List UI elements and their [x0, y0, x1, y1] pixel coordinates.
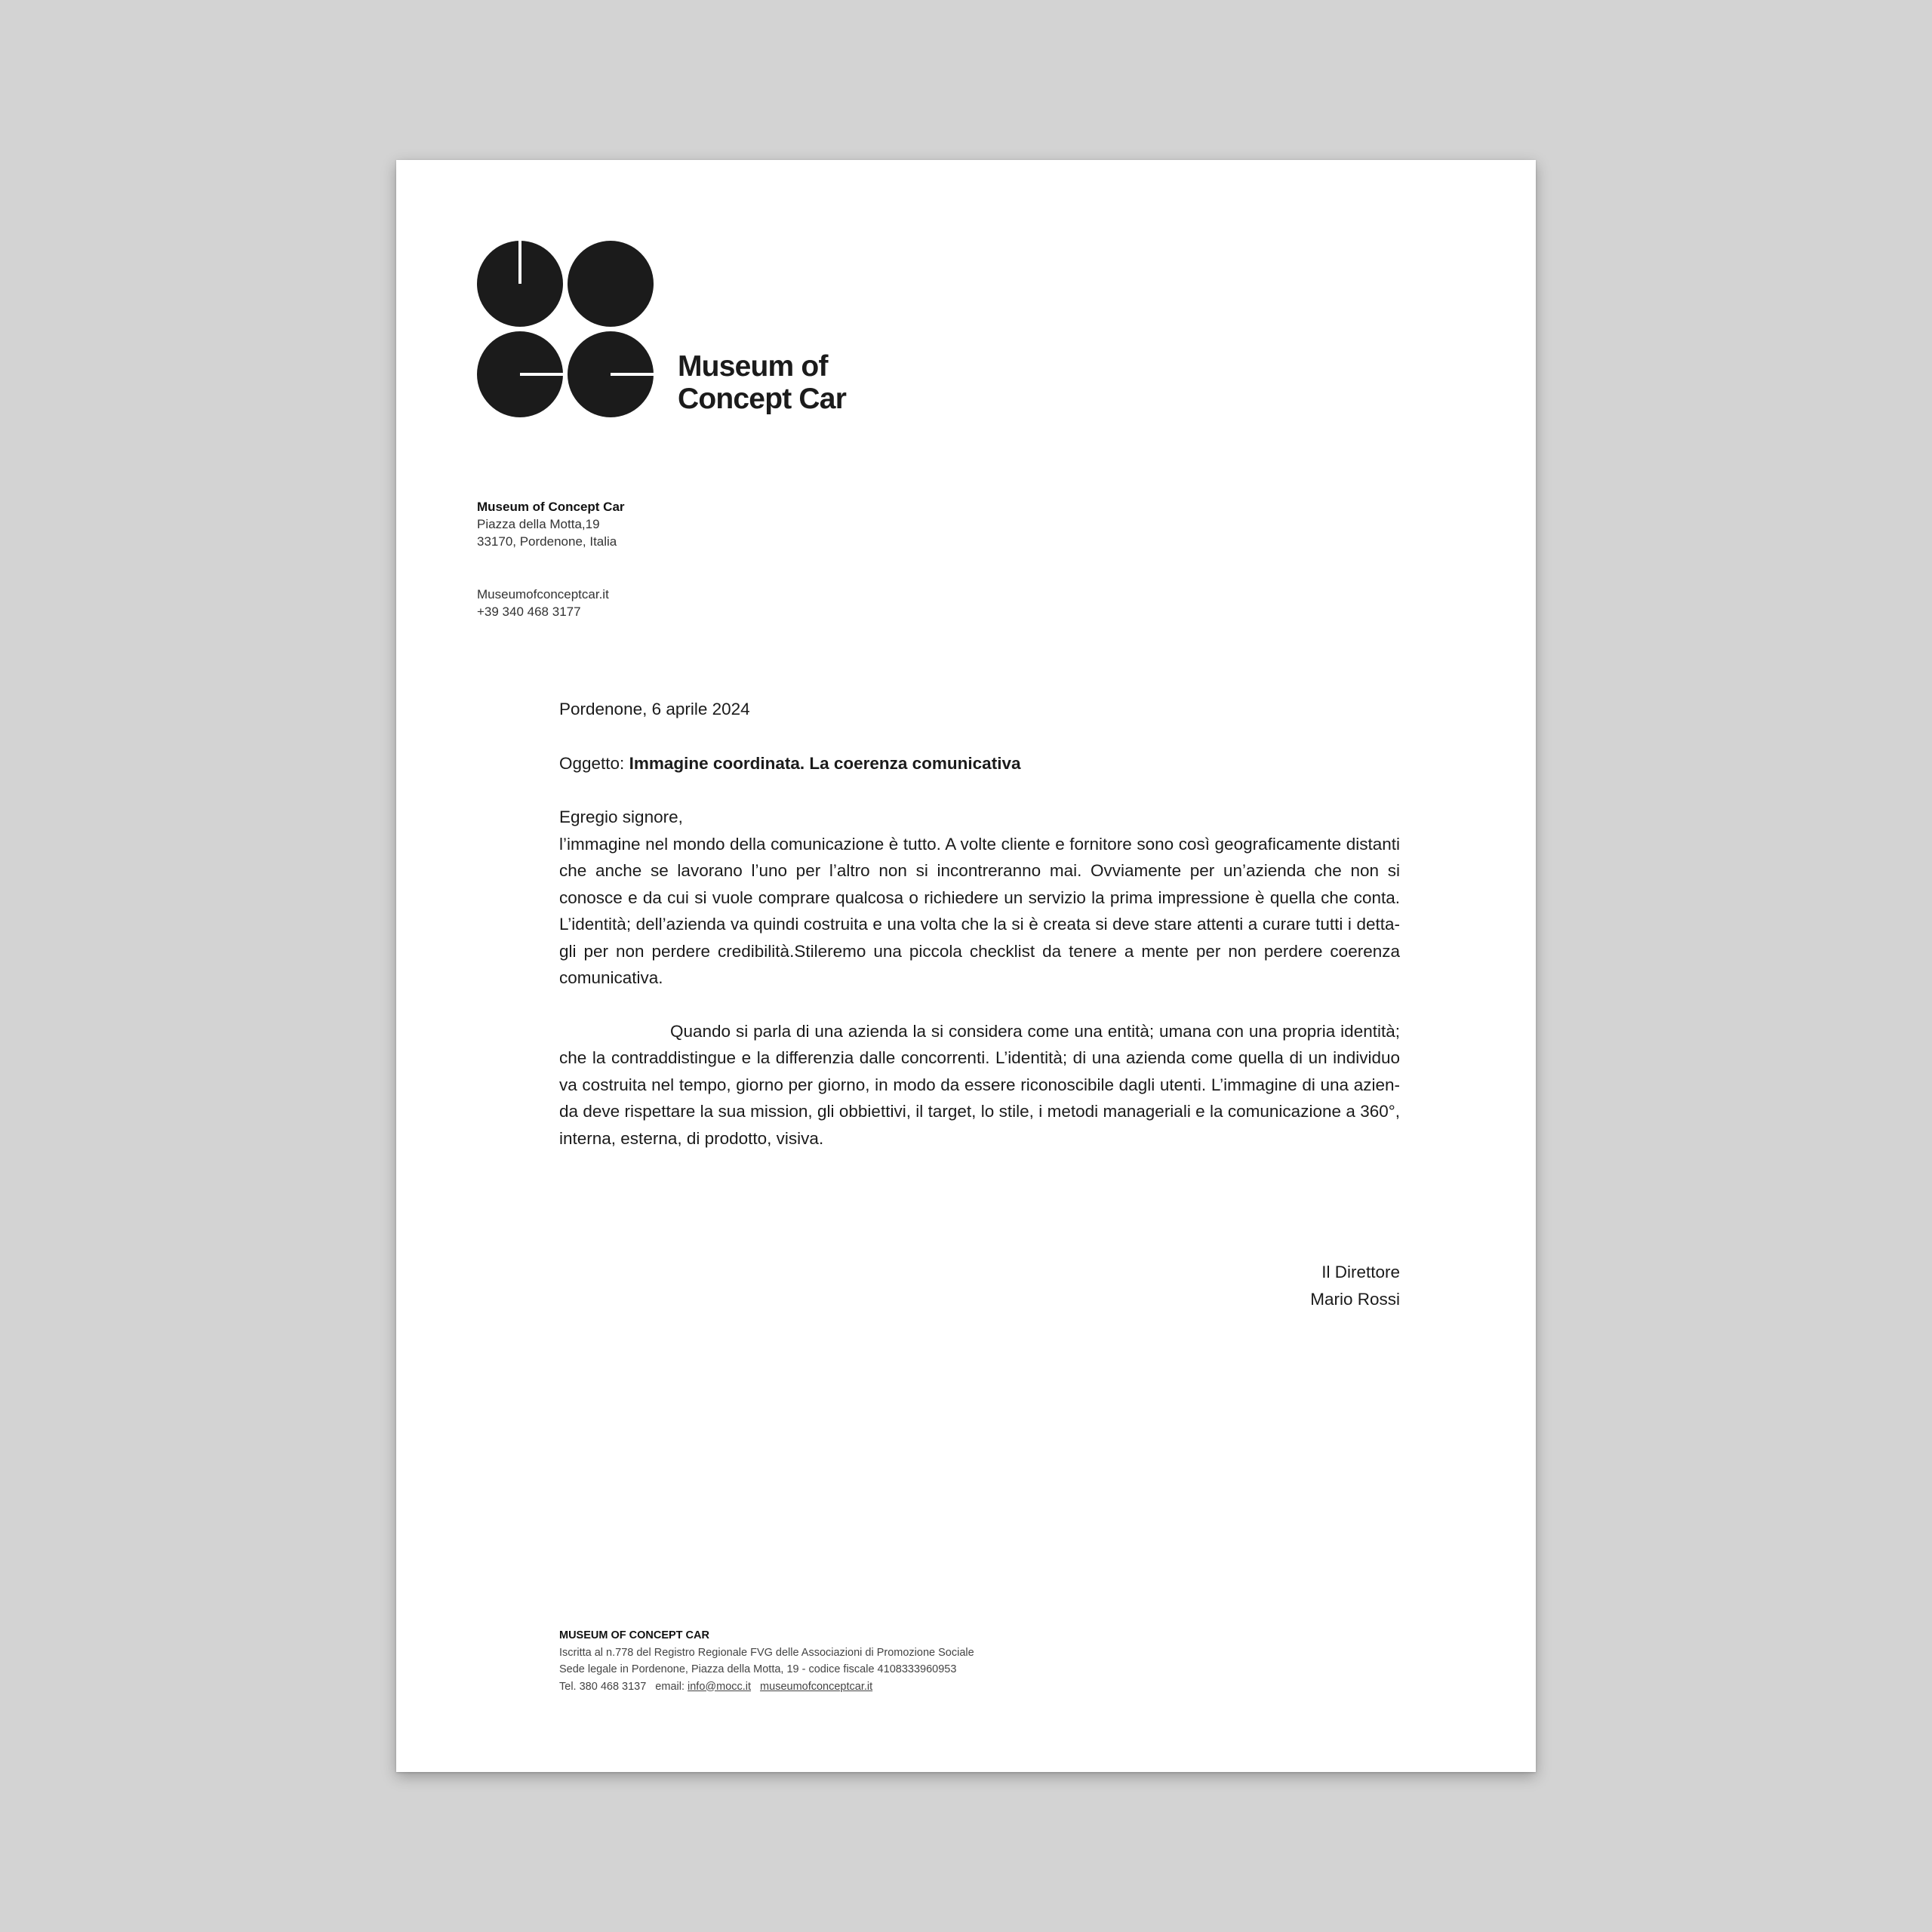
- footer-email-label: email:: [655, 1680, 688, 1693]
- sender-address-1: Piazza della Motta,19: [477, 517, 600, 531]
- letter-paragraph-1: l’immagine nel mondo della comunicazione è tutto. A volte cliente e fornitore sono così geograficamente distanti che anche se lavorano l’uno per l’altro non si incontreranno mai. Ovviamente per un’azienda che non si conosce e da cui si vuole comprare qualcosa o richiedere un servizio la prima impressione è quella che conta. L’identità; dell’azienda va quindi costruita e una volta che la si è creata si deve stare attenti a curare tutti i detta-gli per non perdere credibilità.Stileremo una piccola checklist da tenere a mente per non perdere coerenza comunicativa.: [559, 834, 1400, 987]
- footer-org: MUSEUM OF CONCEPT CAR: [559, 1629, 709, 1641]
- logo-line-1: Museum of: [678, 350, 828, 383]
- footer-registry: Iscritta al n.778 del Registro Regionale FVG delle Associazioni di Promozione Sociale: [559, 1646, 974, 1659]
- signature-block: [1151, 1259, 1400, 1312]
- footer-site-link[interactable]: museumofconceptcar.it: [760, 1680, 873, 1693]
- letterhead-page: [396, 160, 1536, 1772]
- sender-block: [477, 498, 625, 620]
- letter-salutation: Egregio signore,: [559, 808, 683, 826]
- logo-wordmark: [678, 350, 846, 415]
- subject-text: Immagine coordinata. La coerenza comunicativa: [629, 753, 1021, 773]
- footer-legal: Sede legale in Pordenone, Piazza della Motta, 19 - codice fiscale 4108333960953: [559, 1663, 957, 1675]
- sender-address-2: 33170, Pordenone, Italia: [477, 534, 617, 549]
- footer-email-link[interactable]: info@mocc.it: [688, 1680, 752, 1693]
- sender-name: Museum of Concept Car: [477, 500, 625, 514]
- sender-phone: +39 340 468 3177: [477, 605, 581, 619]
- letter-date: Pordenone, 6 aprile 2024: [559, 700, 750, 718]
- signature-title: Il Direttore: [1321, 1263, 1400, 1281]
- footer-tel: Tel. 380 468 3137: [559, 1680, 647, 1693]
- sender-website: Museumofconceptcar.it: [477, 587, 609, 601]
- letter-subject: [559, 750, 1400, 777]
- subject-label: Oggetto:: [559, 753, 629, 773]
- footer-contacts: [559, 1678, 974, 1696]
- logo-line-2: Concept Car: [678, 383, 847, 415]
- letter-paragraph-2: Quando si parla di una azienda la si considera come una entità; umana con una propria identità; che la contraddistingue e la differenzia dalle concorrenti. L’identità; di una azienda come quella di un individuo va costruita nel tempo, giorno per giorno, in modo da essere riconoscibile dagli utenti. L’immagine di una azien-da deve rispettare la sua mission, gli obbiettivi, il target, lo stile, i metodi manageriali e la comunicazione a 360°, interna, esterna, di prodotto, visiva.: [559, 1021, 1400, 1148]
- logo-circle-top-right: [568, 241, 654, 327]
- footer: [559, 1627, 974, 1695]
- letter-body: [559, 696, 1400, 1152]
- museum-logo-icon: [477, 241, 654, 417]
- signature-name: Mario Rossi: [1310, 1289, 1400, 1309]
